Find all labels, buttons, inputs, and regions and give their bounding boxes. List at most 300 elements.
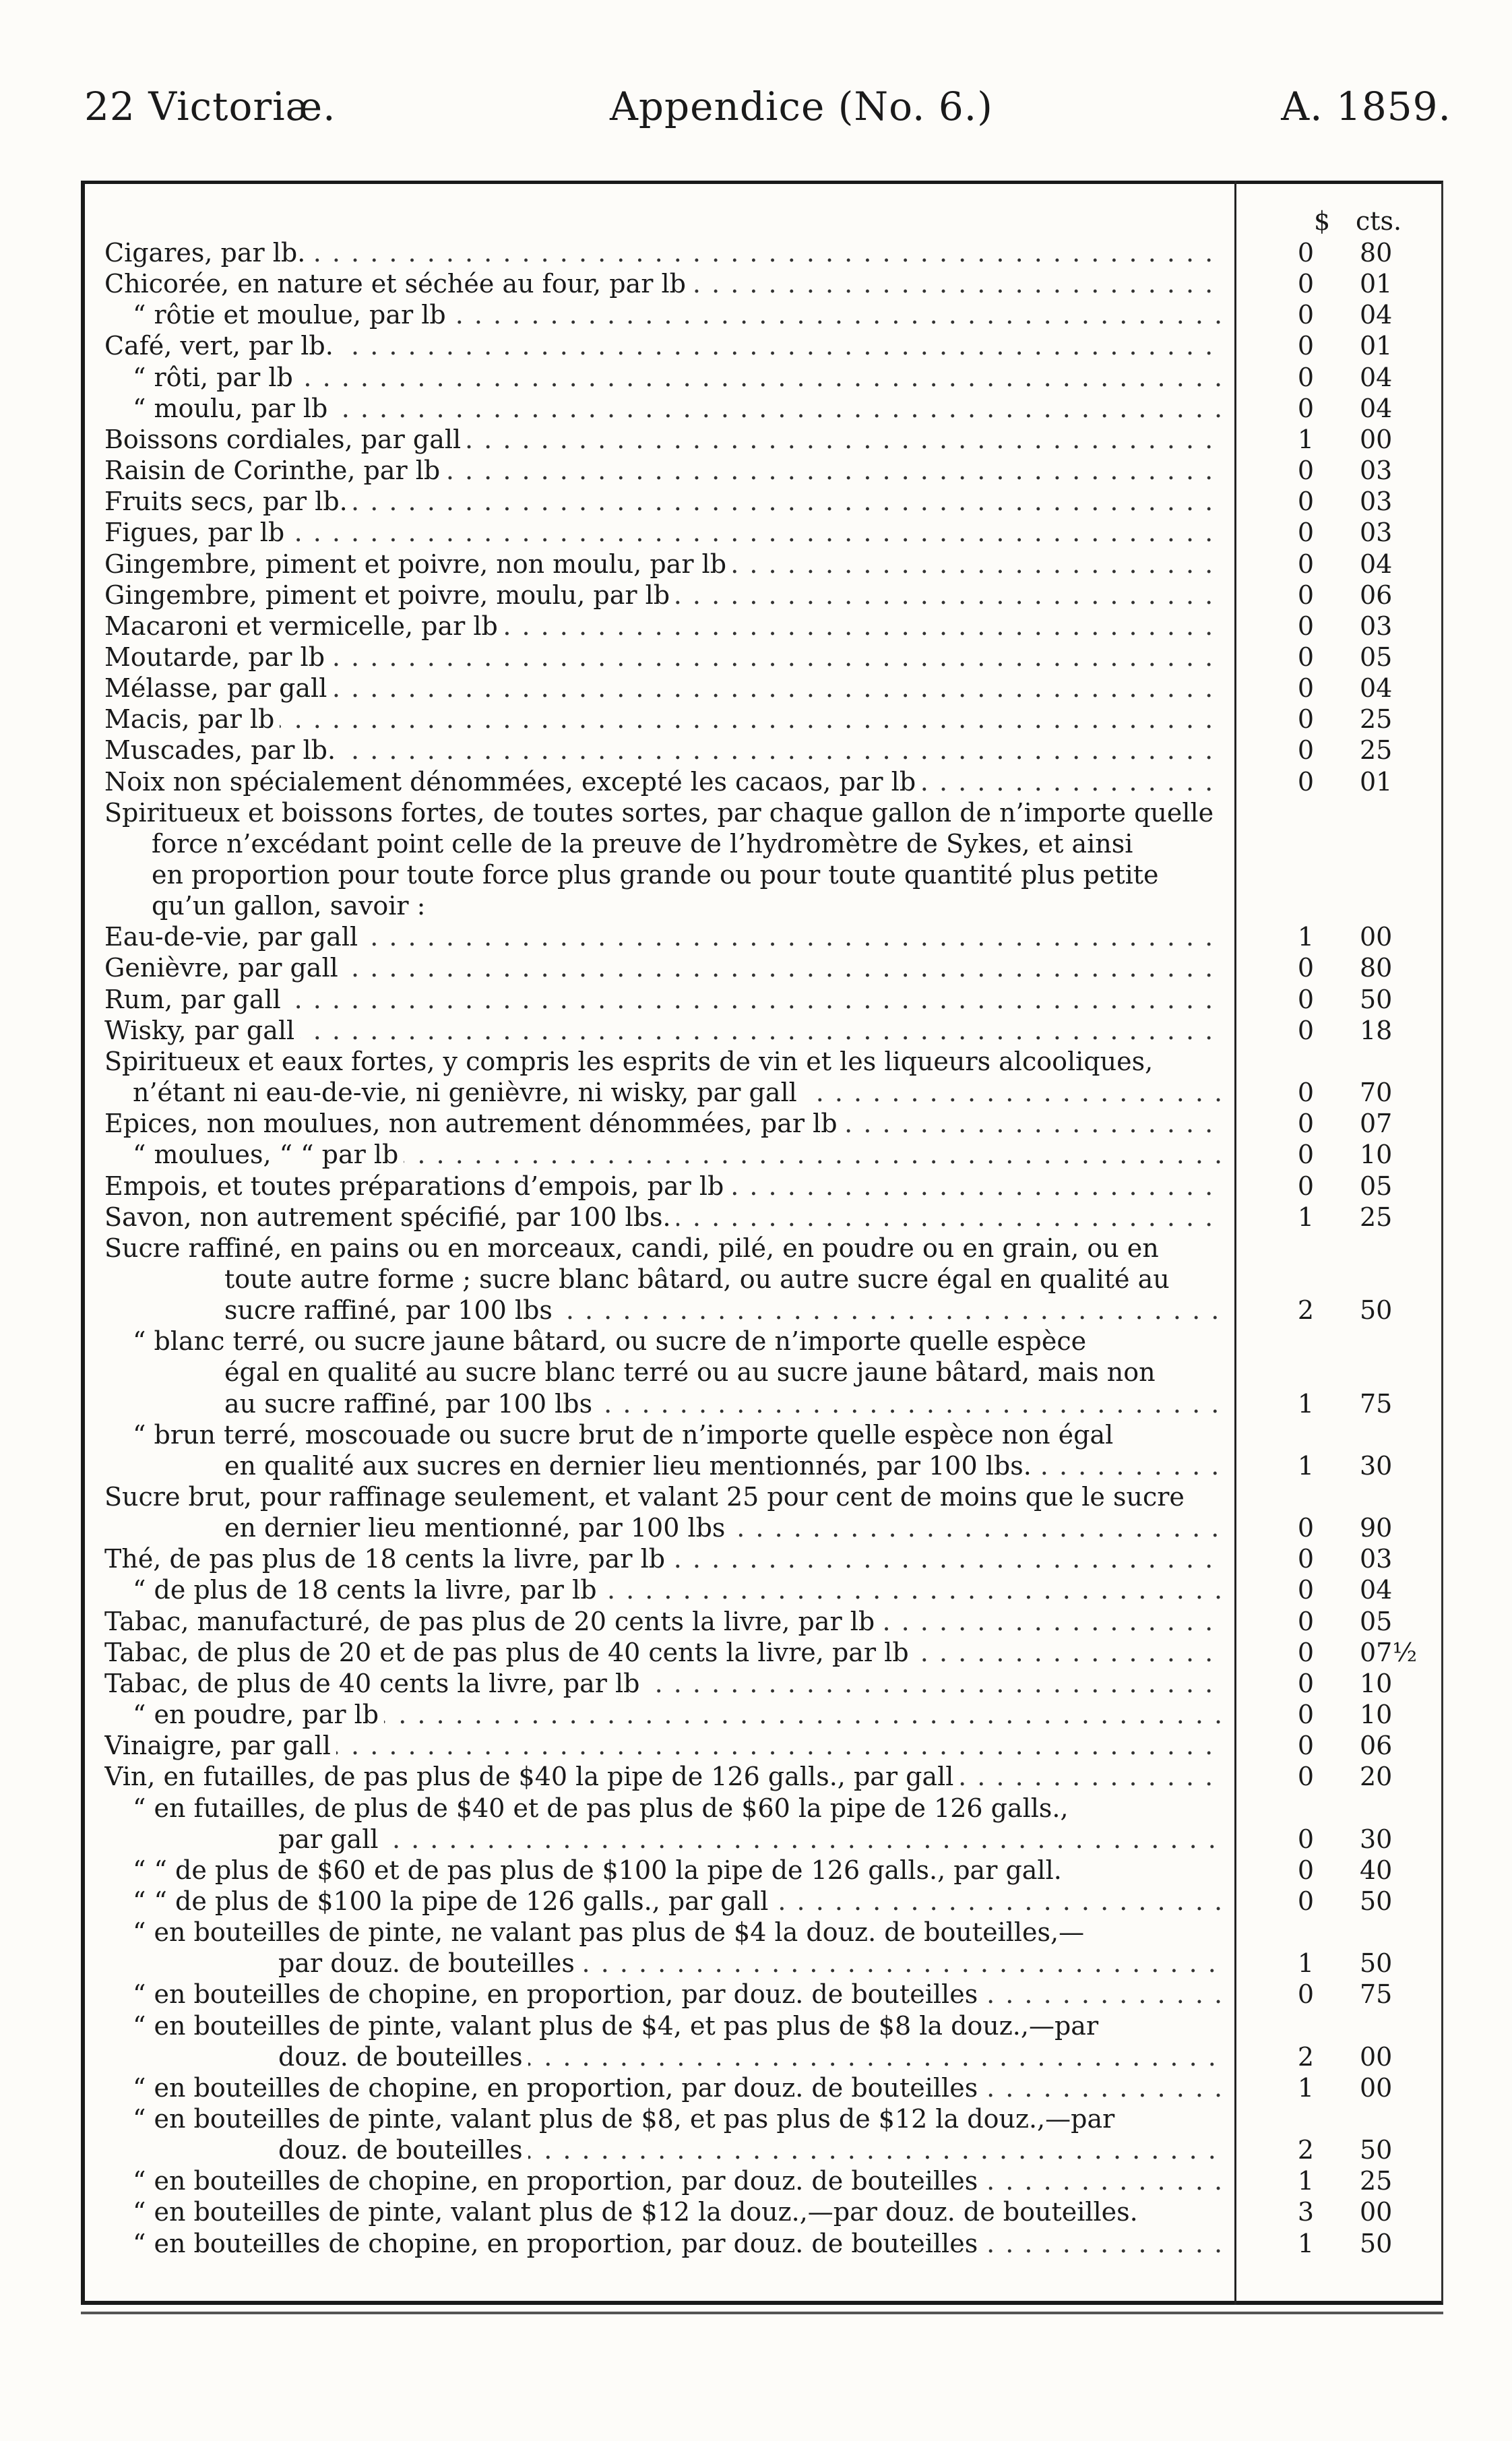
item-description [133,1793,1223,1824]
item-text: “ moulu, par lb [133,394,333,423]
duty-dollars: 0 [1297,1109,1314,1139]
item-description [133,2010,1223,2041]
duty-cents: 10 [1360,1668,1393,1698]
item-text: Moutarde, par lb [104,642,330,672]
duty-dollars: 0 [1297,704,1314,735]
item-text: Vin, en futailles, de pas plus de $40 la pipe de 126 galls., par gall [104,1762,959,1791]
tariff-row [0,549,1393,580]
item-text: Spiritueux et boissons fortes, de toutes sortes, par chaque gallon de n’importe quelle [104,798,1219,828]
tariff-row [0,1668,1393,1699]
item-text: “ rôti, par lb [133,363,298,392]
item-text: par douz. de bouteilles [278,1948,580,1978]
item-text: Muscades, par lb. [104,735,341,765]
tariff-row [0,393,1393,424]
duty-dollars: 0 [1297,1544,1314,1574]
item-description [152,859,1223,890]
item-description [224,1264,1223,1295]
duty-cents: 18 [1360,1015,1393,1045]
item-description [133,393,1223,424]
item-description [104,984,1223,1015]
tariff-row [0,1264,1388,1295]
tariff-row [0,580,1393,611]
session-label: 22 Victoriæ. [84,84,336,129]
duty-cents: 04 [1360,393,1393,423]
tariff-row [0,984,1393,1015]
tariff-row [0,1171,1393,1202]
item-text: “ “ de plus de $60 et de pas plus de $100 la pipe de 126 galls., par gall. [133,1855,1067,1885]
duty-dollars: 0 [1297,362,1314,392]
year-label: A. 1859. [1281,84,1451,129]
tariff-row [0,2196,1393,2227]
page-header [0,80,1512,133]
item-description [133,299,1223,330]
item-text: n’étant ni eau-de-vie, ni genièvre, ni wisky, par gall [133,1078,802,1107]
tariff-row [0,268,1393,299]
duty-dollars: 0 [1297,1700,1314,1730]
duty-dollars: 0 [1297,1855,1314,1885]
duty-cents: 04 [1360,300,1393,330]
tariff-row [0,1979,1393,2010]
item-text: “ en futailles, de plus de $40 et de pas plus de $60 la pipe de 126 galls., [133,1793,1074,1823]
duty-cents: 04 [1360,673,1393,704]
tariff-row [0,330,1393,361]
item-text: “ rôtie et moulue, par lb [133,300,451,330]
duty-cents: 50 [1360,1295,1393,1326]
duty-cents: 50 [1360,2135,1393,2165]
item-description [133,1077,1223,1108]
item-description [104,1730,1223,1761]
tariff-row [0,673,1393,704]
tariff-row [0,766,1393,797]
bottom-rule [81,2312,1443,2314]
item-text: Sucre raffiné, en pains ou en morceaux, candi, pilé, en poudre ou en grain, ou en [104,1233,1164,1263]
dollars-unit: $ [1314,206,1331,236]
item-description [104,1108,1223,1139]
item-description [104,735,1223,766]
item-text: “ en bouteilles de chopine, en proportion, par douz. de bouteilles [133,1979,983,2009]
item-text: Thé, de pas plus de 18 cents la livre, par lb [104,1544,670,1574]
item-text: Fruits secs, par lb. [104,487,353,516]
duty-cents: 90 [1360,1513,1393,1543]
duty-cents: 00 [1360,2041,1393,2072]
tariff-row [0,921,1393,952]
item-description [133,2165,1223,2196]
duty-dollars: 1 [1297,1202,1314,1232]
tariff-row [0,1606,1393,1637]
item-description [104,642,1223,673]
item-text: “ “ de plus de $100 la pipe de 126 galls., par gall [133,1886,774,1916]
item-text: Café, vert, par lb. [104,331,339,361]
appendix-title: Appendice (No. 6.) [610,84,993,129]
item-text: “ en bouteilles de chopine, en proportion, par douz. de bouteilles [133,2166,983,2196]
item-description [104,1543,1223,1574]
duty-cents: 30 [1360,1450,1393,1481]
tariff-row [0,890,1388,921]
item-text: Epices, non moulues, non autrement dénommées, par lb [104,1109,843,1138]
item-description [104,1046,1223,1077]
duty-dollars: 0 [1297,300,1314,330]
tariff-row [0,1512,1393,1543]
item-description [104,1481,1223,1512]
item-description [133,1699,1223,1730]
item-description [224,1295,1223,1326]
item-description [278,2041,1223,2072]
duty-dollars: 0 [1297,1078,1314,1108]
duty-cents: 80 [1360,953,1393,983]
item-description [133,1574,1223,1605]
duty-dollars: 1 [1297,2228,1314,2258]
item-description [278,1824,1223,1855]
item-description [104,486,1223,517]
item-description [104,330,1223,361]
item-text: égal en qualité au sucre blanc terré ou au sucre jaune bâtard, mais non [224,1357,1161,1387]
tariff-row [0,2010,1388,2041]
item-text: sucre raffiné, par 100 lbs [224,1295,558,1325]
duty-cents: 75 [1360,1388,1393,1419]
duty-cents: 20 [1360,1762,1393,1792]
item-text: Genièvre, par gall [104,953,344,983]
tariff-row [0,1793,1388,1824]
duty-dollars: 2 [1297,1295,1314,1326]
item-description [104,1637,1223,1668]
duty-dollars: 0 [1297,735,1314,766]
item-text: en qualité aux sucres en dernier lieu mentionnés, par 100 lbs. [224,1451,1037,1481]
duty-dollars: 0 [1297,1668,1314,1698]
item-text: Tabac, de plus de 40 cents la livre, par lb [104,1669,645,1698]
duty-dollars: 0 [1297,1824,1314,1854]
item-description [278,1948,1223,1979]
duty-dollars: 0 [1297,487,1314,517]
item-text: Vinaigre, par gall [104,1731,336,1760]
duty-cents: 04 [1360,1575,1393,1605]
duty-dollars: 0 [1297,1762,1314,1792]
item-text: Figues, par lb [104,518,290,547]
duty-cents: 06 [1360,1731,1393,1761]
duty-cents: 25 [1360,735,1393,766]
tariff-row [0,797,1388,828]
tariff-row [0,859,1388,890]
duty-cents: 05 [1360,1606,1393,1636]
duty-cents: 40 [1360,1855,1393,1885]
duty-cents: 70 [1360,1078,1393,1108]
tariff-row [0,1917,1388,1948]
tariff-row [0,1886,1393,1917]
item-description [104,268,1223,299]
tariff-row [0,952,1393,983]
item-description [133,2072,1223,2103]
item-description [104,1233,1223,1264]
duty-dollars: 2 [1297,2041,1314,2072]
item-description [133,362,1223,393]
item-text: force n’excédant point celle de la preuve de l’hydromètre de Sykes, et ainsi [152,829,1138,859]
item-text: en proportion pour toute force plus grande ou pour toute quantité plus petite [152,860,1164,890]
item-text: “ en bouteilles de pinte, ne valant pas plus de $4 la douz. de bouteilles,— [133,1917,1090,1947]
item-text: douz. de bouteilles [278,2042,528,2072]
tariff-row [0,2103,1388,2134]
item-text: qu’un gallon, savoir : [152,891,431,921]
duty-cents: 03 [1360,456,1393,486]
tariff-row [0,362,1393,393]
duty-cents: 50 [1360,1886,1393,1916]
item-text: Sucre brut, pour raffinage seulement, et valant 25 pour cent de moins que le sucre [104,1482,1190,1512]
tariff-row [0,1574,1393,1605]
tariff-row [0,1077,1393,1108]
duty-cents: 05 [1360,642,1393,672]
tariff-row [0,1543,1393,1574]
item-text: Empois, et toutes préparations d’empois, par lb [104,1171,729,1201]
duty-cents: 07½ [1360,1637,1418,1667]
duty-cents: 01 [1360,269,1393,299]
duty-cents: 03 [1360,611,1393,641]
duty-dollars: 0 [1297,456,1314,486]
cents-unit: cts. [1356,206,1402,236]
duty-dollars: 1 [1297,922,1314,952]
duty-cents: 04 [1360,362,1393,392]
duty-dollars: 0 [1297,1731,1314,1761]
tariff-row [0,424,1393,455]
item-description [104,549,1223,580]
item-text: “ brun terré, moscouade ou sucre brut de n’importe quelle espèce non égal [133,1420,1119,1450]
item-text: “ en bouteilles de pinte, valant plus de $8, et pas plus de $12 la douz.,—par [133,2104,1120,2134]
duty-dollars: 0 [1297,1513,1314,1543]
tariff-row [0,517,1393,548]
tariff-row [0,1637,1418,1668]
item-text: “ en bouteilles de chopine, en proportion, par douz. de bouteilles [133,2229,983,2258]
item-description [104,455,1223,486]
item-description [133,1326,1223,1357]
duty-dollars: 3 [1297,2197,1314,2227]
item-text: Tabac, manufacturé, de pas plus de 20 cents la livre, par lb [104,1607,880,1636]
duty-dollars: 0 [1297,518,1314,548]
duty-cents: 10 [1360,1700,1393,1730]
tariff-row [0,1357,1388,1388]
item-description [104,952,1223,983]
item-text: Gingembre, piment et poivre, moulu, par lb [104,580,675,610]
duty-dollars: 0 [1297,1575,1314,1605]
item-text: “ en bouteilles de chopine, en proportion, par douz. de bouteilles [133,2073,983,2103]
duty-dollars: 0 [1297,331,1314,361]
tariff-row [0,1419,1388,1450]
tariff-row [0,2134,1393,2165]
duty-cents: 03 [1360,1544,1393,1574]
tariff-row [0,735,1393,766]
item-description [104,1015,1223,1046]
tariff-row [0,704,1393,735]
item-text: Savon, non autrement spécifié, par 100 lbs. [104,1202,676,1232]
tariff-row [0,1481,1388,1512]
duty-dollars: 0 [1297,269,1314,299]
tariff-row [0,1948,1393,1979]
item-description [133,2103,1223,2134]
tariff-row [0,642,1393,673]
duty-dollars: 0 [1297,1140,1314,1170]
item-description [224,1357,1223,1388]
tariff-row [0,1295,1393,1326]
duty-cents: 80 [1360,238,1393,268]
item-description [104,580,1223,611]
item-description [133,1979,1223,2010]
item-text: au sucre raffiné, par 100 lbs [224,1389,598,1419]
item-description [104,921,1223,952]
item-description [104,237,1223,268]
item-text: “ en bouteilles de pinte, valant plus de $4, et pas plus de $8 la douz.,—par [133,2011,1104,2041]
duty-dollars: 1 [1297,1450,1314,1481]
item-description [104,611,1223,642]
item-description [133,1917,1223,1948]
item-description [104,1606,1223,1637]
item-description [278,2134,1223,2165]
item-text: Eau-de-vie, par gall [104,922,363,952]
item-description [104,1668,1223,1699]
tariff-row [0,611,1393,642]
duty-cents: 03 [1360,518,1393,548]
item-description [152,828,1223,859]
item-description [133,2228,1223,2259]
item-description [133,1419,1223,1450]
duty-dollars: 0 [1297,673,1314,704]
item-text: “ moulues, “ “ par lb [133,1140,404,1169]
item-text: Chicorée, en nature et séchée au four, par lb [104,269,691,299]
duty-dollars: 0 [1297,984,1314,1014]
duty-cents: 50 [1360,2228,1393,2258]
duty-dollars: 0 [1297,953,1314,983]
item-text: “ de plus de 18 cents la livre, par lb [133,1575,602,1605]
duty-dollars: 0 [1297,1886,1314,1916]
duty-dollars: 0 [1297,238,1314,268]
item-description [104,424,1223,455]
tariff-row [0,1761,1393,1792]
item-text: Tabac, de plus de 20 et de pas plus de 40 cents la livre, par lb [104,1638,914,1667]
item-description [133,1855,1223,1886]
tariff-row [0,1824,1393,1855]
duty-cents: 50 [1360,1948,1393,1979]
item-text: “ en bouteilles de pinte, valant plus de $12 la douz.,—par douz. de bouteilles. [133,2197,1143,2227]
duty-dollars: 0 [1297,549,1314,579]
duty-dollars: 0 [1297,766,1314,797]
duty-cents: 01 [1360,766,1393,797]
tariff-row [0,1015,1393,1046]
duty-dollars: 1 [1297,2166,1314,2196]
tariff-row [0,2072,1393,2103]
duty-dollars: 0 [1297,393,1314,423]
tariff-row [0,2165,1393,2196]
duty-dollars: 2 [1297,2135,1314,2165]
item-description [104,517,1223,548]
item-description [104,1202,1223,1233]
tariff-row [0,237,1393,268]
tariff-row [0,299,1393,330]
item-description [133,2196,1223,2227]
tariff-row [0,1699,1393,1730]
duty-cents: 06 [1360,580,1393,610]
item-description [104,766,1223,797]
duty-dollars: 1 [1297,1388,1314,1419]
item-description [104,704,1223,735]
duty-dollars: 0 [1297,1637,1314,1667]
duty-cents: 00 [1360,922,1393,952]
item-description [152,890,1223,921]
tariff-row [0,1450,1393,1481]
duty-cents: 50 [1360,984,1393,1014]
duty-dollars: 1 [1297,2072,1314,2103]
duty-dollars: 0 [1297,1606,1314,1636]
duty-cents: 01 [1360,331,1393,361]
duty-dollars: 0 [1297,1979,1314,2010]
duty-cents: 30 [1360,1824,1393,1854]
duty-cents: 00 [1360,424,1393,454]
tariff-row [0,1388,1393,1419]
item-text: douz. de bouteilles [278,2135,528,2165]
item-text: par gall [278,1824,384,1854]
item-description [104,673,1223,704]
tariff-row [0,2041,1393,2072]
item-text: “ en poudre, par lb [133,1700,384,1729]
item-description [104,1761,1223,1792]
tariff-row [0,1233,1388,1264]
item-description [104,797,1223,828]
item-text: Raisin de Corinthe, par lb [104,456,445,485]
tariff-row [0,828,1388,859]
item-text: Noix non spécialement dénommées, excepté les cacaos, par lb [104,767,921,797]
tariff-row [0,1326,1388,1357]
duty-dollars: 0 [1297,1015,1314,1045]
item-text: en dernier lieu mentionné, par 100 lbs [224,1513,730,1543]
duty-cents: 25 [1360,1202,1393,1232]
duty-dollars: 1 [1297,424,1314,454]
item-text: Rum, par gall [104,985,286,1014]
tariff-row [0,1855,1393,1886]
item-text: “ blanc terré, ou sucre jaune bâtard, ou sucre de n’importe quelle espèce [133,1326,1092,1356]
item-description [104,1171,1223,1202]
duty-cents: 75 [1360,1979,1393,2010]
item-description [133,1139,1223,1170]
item-text: Boissons cordiales, par gall [104,425,466,454]
item-text: Spiritueux et eaux fortes, y compris les esprits de vin et les liqueurs alcooliques, [104,1047,1158,1076]
duty-cents: 03 [1360,487,1393,517]
duty-dollars: 0 [1297,642,1314,672]
item-description [224,1388,1223,1419]
item-text: Macaroni et vermicelle, par lb [104,611,503,641]
item-text: toute autre forme ; sucre blanc bâtard, ou autre sucre égal en qualité au [224,1264,1175,1294]
duty-dollars: 0 [1297,580,1314,610]
duty-dollars: 1 [1297,1948,1314,1979]
item-text: Wisky, par gall [104,1016,300,1045]
item-text: Mélasse, par gall [104,673,332,703]
tariff-row [0,1202,1393,1233]
duty-cents: 04 [1360,549,1393,579]
duty-cents: 25 [1360,704,1393,735]
item-text: Cigares, par lb. [104,238,311,268]
item-description [224,1512,1223,1543]
duty-cents: 00 [1360,2072,1393,2103]
duty-dollars: 0 [1297,1171,1314,1201]
duty-cents: 07 [1360,1109,1393,1139]
duty-cents: 10 [1360,1140,1393,1170]
duty-cents: 05 [1360,1171,1393,1201]
duty-dollars: 0 [1297,611,1314,641]
item-description [224,1450,1223,1481]
tariff-row [0,2228,1393,2259]
tariff-row [0,455,1393,486]
duty-cents: 00 [1360,2197,1393,2227]
tariff-row [0,1730,1393,1761]
item-text: Macis, par lb [104,704,280,734]
item-description [133,1886,1223,1917]
duty-cents: 25 [1360,2166,1393,2196]
tariff-row [0,1139,1393,1170]
tariff-row [0,1108,1393,1139]
tariff-row [0,1046,1388,1077]
